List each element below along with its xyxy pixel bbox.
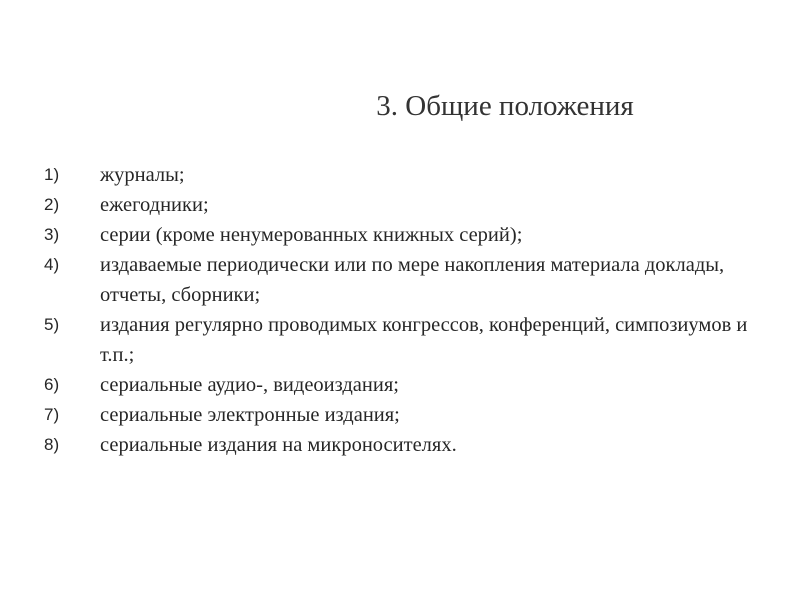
list-item-number: 6) xyxy=(44,375,60,394)
list-item-number: 3) xyxy=(44,225,60,244)
list-item-text: сериальные издания на микроносителях. xyxy=(100,434,457,456)
list-item-text: ежегодники; xyxy=(100,194,209,216)
slide-title: 3. Общие положения xyxy=(376,90,634,122)
list-item-number: 7) xyxy=(44,405,60,424)
list-item xyxy=(44,160,784,190)
list-item-number: 1) xyxy=(44,165,60,184)
list-item-text: сериальные аудио-, видеоиздания; xyxy=(100,374,399,396)
list-item-number: 8) xyxy=(44,435,60,454)
numbered-list xyxy=(44,160,784,460)
list-item xyxy=(44,400,784,430)
list-item-text: издания регулярно проводимых конгрессов, конференций, симпозиумов и т.п.; xyxy=(100,314,748,366)
list-item xyxy=(44,190,784,220)
list-item-text: издаваемые периодически или по мере накопления материала доклады, отчеты, сборники; xyxy=(100,254,725,306)
list-item-text: журналы; xyxy=(100,164,185,186)
list-item-number: 4) xyxy=(44,255,60,274)
list-item-number: 5) xyxy=(44,315,60,334)
list-item-number: 2) xyxy=(44,195,60,214)
list-item-text: серии (кроме ненумерованных книжных серий); xyxy=(100,224,523,246)
list-item xyxy=(44,310,784,370)
list-item-text: сериальные электронные издания; xyxy=(100,404,400,426)
list-item xyxy=(44,430,784,460)
list-item xyxy=(44,370,784,400)
list-item xyxy=(44,250,784,310)
list-item xyxy=(44,220,784,250)
